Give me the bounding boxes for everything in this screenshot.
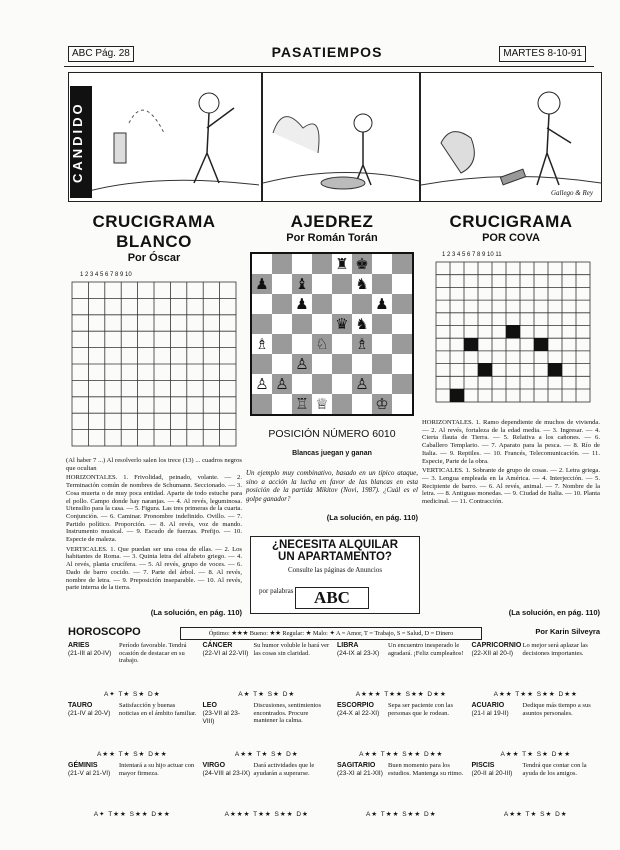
chess-square xyxy=(292,314,312,334)
comic-strip xyxy=(68,72,600,202)
sign-name: SAGITARIO (23-XI al 21-XII) xyxy=(337,762,383,777)
chess-square xyxy=(372,374,392,394)
sign-ratings: A★ T★ S★ D★ xyxy=(238,691,296,698)
horoscope-sign xyxy=(68,762,197,820)
chess-board xyxy=(250,252,414,416)
sign-name: ACUARIO (21-I al 19-II) xyxy=(471,702,509,717)
chess-caption: Blancas juegan y ganan xyxy=(292,450,372,457)
sign-name: TAURO (21-IV al 20-V) xyxy=(68,702,111,717)
chess-square xyxy=(312,254,332,274)
chess-piece: ♙ xyxy=(255,375,269,393)
horoscope-sign xyxy=(203,702,332,760)
chess-square xyxy=(292,294,312,314)
chess-piece: ♔ xyxy=(375,395,389,413)
sign-name: VIRGO (24-VIII al 23-IX) xyxy=(202,762,251,777)
chess-square xyxy=(392,334,412,354)
sign-ratings: A★★★ T★★ S★★ D★ xyxy=(224,811,309,818)
sign-forecast: Lo mejor será aplazar las decisiones importantes. xyxy=(522,642,588,657)
chess-square xyxy=(332,314,352,334)
sign-ratings: A★★ T★ S★ D★★ xyxy=(96,751,168,758)
sign-name: ESCORPIO (24-X al 22-XI) xyxy=(337,702,380,717)
comic-sidebar-label: CANDIDO xyxy=(70,86,92,198)
chess-square xyxy=(272,274,292,294)
chess-square xyxy=(372,394,392,414)
sign-forecast: Un encuentro inesperado le agradará. ¡Feliz cumpleaños! xyxy=(388,642,464,657)
crucigrama-column-numbers: 1 2 3 4 5 6 7 8 9 10 11 xyxy=(442,252,502,258)
horoscope-sign xyxy=(68,642,197,700)
chess-square xyxy=(372,334,392,354)
chess-position-title: POSICIÓN NÚMERO 6010 xyxy=(268,428,396,440)
crucigrama-blanco-horizontales: HORIZONTALES. 1. Frivolidad, peinado, volante. — 2. Terminación común de nombres de Schumann. Seccionado. — 3. Cosa muerta o de muy poca entidad. Aparte de todo estuche para el pollo. Campo donde hay naranjas. — 4. Al revés, leguminosa. Utensilio para la casa. — 5. Figura. Las tres primeras de la cuarta. Conjunción. — 6. Caminar. Pronombre indefinido. Ovillo. — 7. Partido político. Proporción. — 8. Al revés, voz de mando. Instrumento musical. — 9. Escudo de fuerzas. Prefijo. — 10. Especie de maleza. xyxy=(66,474,242,544)
chess-square xyxy=(252,314,272,334)
sign-name: CAPRICORNIO (22-XII al 20-I) xyxy=(471,642,522,657)
chess-square xyxy=(372,314,392,334)
sign-forecast: Intentará a su hijo actuar con mayor firmeza. xyxy=(119,762,195,777)
crucigrama-blanco-title: CRUCIGRAMA BLANCO xyxy=(92,212,216,251)
chess-square xyxy=(292,254,312,274)
page-number: Pág. 28 xyxy=(95,48,130,59)
chess-square xyxy=(332,374,352,394)
chess-piece: ♞ xyxy=(355,275,369,293)
crucigrama-blanco-author: Por Óscar xyxy=(127,252,181,264)
chess-square xyxy=(312,314,332,334)
ad-logo: ABC xyxy=(295,587,369,609)
sign-ratings: A★★ T★ S★ D★ xyxy=(503,811,568,818)
chess-piece: ♟ xyxy=(255,275,269,293)
comic-signature: Gallego & Rey xyxy=(551,189,593,197)
chess-piece: ♛ xyxy=(335,315,349,333)
sign-name: ARIES (21-III al 20-IV) xyxy=(68,642,112,657)
chess-piece: ♗ xyxy=(355,335,369,353)
ad-body-2: por palabras xyxy=(259,587,294,595)
crucigrama-title: CRUCIGRAMA xyxy=(449,212,573,231)
sign-ratings: A✦ T★ S★ D★ xyxy=(103,691,161,698)
chess-square xyxy=(272,314,292,334)
comic-drawing-2 xyxy=(263,73,419,201)
chess-problem-text: Un ejemplo muy combinativo, basado en un típico ataque, sino a acción la lucha en favor de las blancas en esta posición de la partida Mikitov (Novi, 1987). ¿Cuál es el golpe ganador? xyxy=(246,469,418,503)
chess-square xyxy=(352,254,372,274)
chess-square xyxy=(332,294,352,314)
sign-ratings: A★ T★★ S★★ D★ xyxy=(365,811,437,818)
crucigrama-author: POR COVA xyxy=(482,232,540,244)
crucigrama-blanco-column-numbers: 1 2 3 4 5 6 7 8 9 10 xyxy=(80,272,132,278)
chess-square xyxy=(332,394,352,414)
chess-square xyxy=(292,274,312,294)
sign-forecast: Tendrá que contar con la ayuda de los amigos. xyxy=(522,762,587,777)
chess-piece: ♙ xyxy=(295,355,309,373)
chess-square xyxy=(272,254,292,274)
chess-square xyxy=(392,394,412,414)
chess-piece: ♝ xyxy=(295,275,309,293)
crucigrama-solution: (La solución, en pág. 110) xyxy=(508,608,600,617)
horoscope-sign xyxy=(472,642,601,700)
sign-forecast: Período favorable. Tendrá ocasión de destacar en su trabajo. xyxy=(119,642,187,665)
ad-headline-2: UN APARTAMENTO? xyxy=(278,551,392,563)
crucigrama-blanco-solution: (La solución, en pág. 110) xyxy=(150,608,242,617)
comic-panel-2 xyxy=(262,72,420,202)
sign-name: GÉMINIS (21-V al 21-VI) xyxy=(68,762,111,777)
chess-square xyxy=(292,334,312,354)
chess-square xyxy=(252,254,272,274)
issue-date: MARTES 8-10-91 xyxy=(499,46,586,62)
chess-square xyxy=(352,294,372,314)
chess-piece: ♘ xyxy=(315,335,329,353)
chess-square xyxy=(312,294,332,314)
chess-square xyxy=(392,354,412,374)
horoscope-sign xyxy=(203,762,332,820)
chess-piece: ♙ xyxy=(275,375,289,393)
header-rule xyxy=(64,66,594,67)
page-header xyxy=(62,44,592,64)
chess-square xyxy=(252,354,272,374)
sign-ratings: A★★★ T★★ S★★ D★★ xyxy=(355,691,447,698)
crucigrama-blanco-verticales: VERTICALES. 1. Que puedan ser una cosa de ellas. — 2. Los habitantes de Roma. — 3. Quinta letra del alfabeto griego. — 4. Al revés, planta crucífera. — 5. Al revés, grupo de voces. — 6. Dado de barro cocido. — 7. Parte del árbol. — 8. Al revés, nombre de letra. — 9. Preposición inseparable. — 10. Al revés, parte interna de la tierra. xyxy=(66,545,242,592)
crucigrama-grid xyxy=(422,260,600,410)
chess-square xyxy=(352,274,372,294)
chess-square xyxy=(392,274,412,294)
crucigrama-blanco-note: (Al haber 7 ...) Al resolverlo salen los trece (13) ... cuadros negros que ocultan xyxy=(66,457,242,472)
horoscope-sign xyxy=(203,642,332,700)
chess-square xyxy=(312,354,332,374)
rental-ad xyxy=(250,536,420,614)
chess-square xyxy=(352,314,372,334)
chess-square xyxy=(392,294,412,314)
crucigrama-section xyxy=(422,212,600,622)
chess-piece: ♕ xyxy=(315,395,329,413)
chess-square xyxy=(272,334,292,354)
crucigrama-blanco-grid xyxy=(66,280,242,448)
comic-drawing-1 xyxy=(69,73,261,201)
horoscope-sign xyxy=(337,702,466,760)
chess-square xyxy=(272,354,292,374)
sign-ratings: A★★ T★ S★ D★ xyxy=(234,751,299,758)
chess-piece: ♗ xyxy=(255,335,269,353)
chess-square xyxy=(292,374,312,394)
horoscope-sign xyxy=(337,762,466,820)
sign-forecast: Dará actividades que le ayudarán a superarse. xyxy=(253,762,315,777)
sign-ratings: A★★ T★★ S★★ D★★ xyxy=(493,691,578,698)
chess-piece: ♟ xyxy=(295,295,309,313)
chess-square xyxy=(312,334,332,354)
horoscope-grid xyxy=(68,642,600,822)
chess-square xyxy=(332,254,352,274)
horoscope-legend: Óptimo: ★★★ Bueno: ★★ Regular: ★ Malo: ✦ A = Amor, T = Trabajo, S = Salud, D = Dinero xyxy=(180,627,482,640)
horoscope-sign xyxy=(337,642,466,700)
ajedrez-author: Por Román Torán xyxy=(286,232,378,244)
horoscope-sign xyxy=(472,702,601,760)
chess-square xyxy=(372,294,392,314)
chess-piece: ♖ xyxy=(295,395,309,413)
chess-square xyxy=(312,374,332,394)
chess-square xyxy=(332,334,352,354)
crucigrama-verticales: VERTICALES. 1. Sobrante de grupo de cosas. — 2. Letra griega. — 3. Lengua empleada en la América. — 4. Interjección. — 5. Recipiente de barro. — 6. Al revés, animal. — 7. Nombre de la letra. — 8. Antiguas monedas. — 9. Ciudad de Italia. — 10. Planta medicinal. — 11. Contracción. xyxy=(422,467,600,506)
sign-ratings: A★★ T★★ S★★ D★★ xyxy=(359,751,444,758)
horoscope-author: Por Karin Silveyra xyxy=(535,627,600,636)
crucigrama-blanco-section xyxy=(66,212,242,622)
chess-solution: (La solución, en pág. 110) xyxy=(326,513,418,522)
ad-body-1: Consulte las páginas de Anuncios xyxy=(287,566,383,574)
chess-square xyxy=(392,254,412,274)
horoscope-header xyxy=(68,626,600,640)
chess-square xyxy=(292,394,312,414)
comic-panel-1 xyxy=(68,72,262,202)
chess-square xyxy=(272,294,292,314)
chess-square xyxy=(372,274,392,294)
chess-piece: ♚ xyxy=(355,255,369,273)
chess-square xyxy=(252,374,272,394)
chess-piece: ♞ xyxy=(355,315,369,333)
chess-square xyxy=(372,354,392,374)
sign-ratings: A★★ T★ S★ D★★ xyxy=(500,751,572,758)
horoscope-sign xyxy=(68,702,197,760)
crucigrama-horizontales: HORIZONTALES. 1. Ramo dependiente de muchos de vivienda. — 2. Al revés, fortaleza de la edad media. — 3. Ingresar. — 4. Cierta flauta de Tierra. — 5. Relativa a los cañones. — 6. Caballero Templario. — 7. Aparato para la pesca. — 8. Río de Italia. — 9. Reptiles. — 10. Francés, Telecomunicación. — 11. Especie, Parte de la obra. xyxy=(422,419,600,465)
chess-square xyxy=(272,374,292,394)
chess-square xyxy=(252,294,272,314)
chess-square xyxy=(392,314,412,334)
sign-forecast: Su humor voluble le hará ver las cosas sin claridad. xyxy=(253,642,330,657)
horoscope-sign xyxy=(472,762,601,820)
chess-square xyxy=(392,374,412,394)
section-title: PASATIEMPOS xyxy=(271,44,383,60)
sign-name: LIBRA (24-IX al 23-X) xyxy=(337,642,380,657)
horoscope-title: HOROSCOPO xyxy=(68,626,141,638)
ajedrez-section xyxy=(246,212,418,532)
sign-forecast: Satisfacción y buenas noticias en el ámbito familiar. xyxy=(119,702,197,717)
sign-name: PISCIS (20-II al 20-III) xyxy=(471,762,513,777)
sign-name: CÁNCER (22-VI al 22-VII) xyxy=(202,642,249,657)
chess-square xyxy=(372,254,392,274)
chess-square xyxy=(272,394,292,414)
chess-square xyxy=(252,394,272,414)
section-name: ABC xyxy=(72,48,93,59)
chess-square xyxy=(332,354,352,374)
sign-name: LEO (23-VII al 23-VIII) xyxy=(202,702,241,725)
comic-panel-3 xyxy=(420,72,602,202)
sign-forecast: Sepa ser paciente con las personas que le rodean. xyxy=(388,702,453,717)
chess-square xyxy=(332,274,352,294)
sign-forecast: Dedique más tiempo a sus asuntos personales. xyxy=(522,702,591,717)
chess-square xyxy=(352,334,372,354)
chess-square xyxy=(312,274,332,294)
chess-square xyxy=(252,274,272,294)
sign-forecast: Buen momento para los estudios. Mantenga su ritmo. xyxy=(388,762,464,777)
comic-drawing-3 xyxy=(421,73,601,201)
chess-piece: ♙ xyxy=(355,375,369,393)
chess-square xyxy=(352,394,372,414)
chess-square xyxy=(352,374,372,394)
chess-square xyxy=(252,334,272,354)
chess-square xyxy=(312,394,332,414)
chess-square xyxy=(352,354,372,374)
ad-headline-1: ¿NECESITA ALQUILAR xyxy=(271,539,399,551)
chess-piece: ♟ xyxy=(375,295,389,313)
chess-square xyxy=(292,354,312,374)
sign-ratings: A✦ T★★ S★★ D★★ xyxy=(93,811,171,818)
sign-forecast: Discusiones, sentimientos encontrados. Procure mantener la calma. xyxy=(253,702,322,725)
ajedrez-title: AJEDREZ xyxy=(290,212,374,231)
chess-piece: ♜ xyxy=(335,255,349,273)
